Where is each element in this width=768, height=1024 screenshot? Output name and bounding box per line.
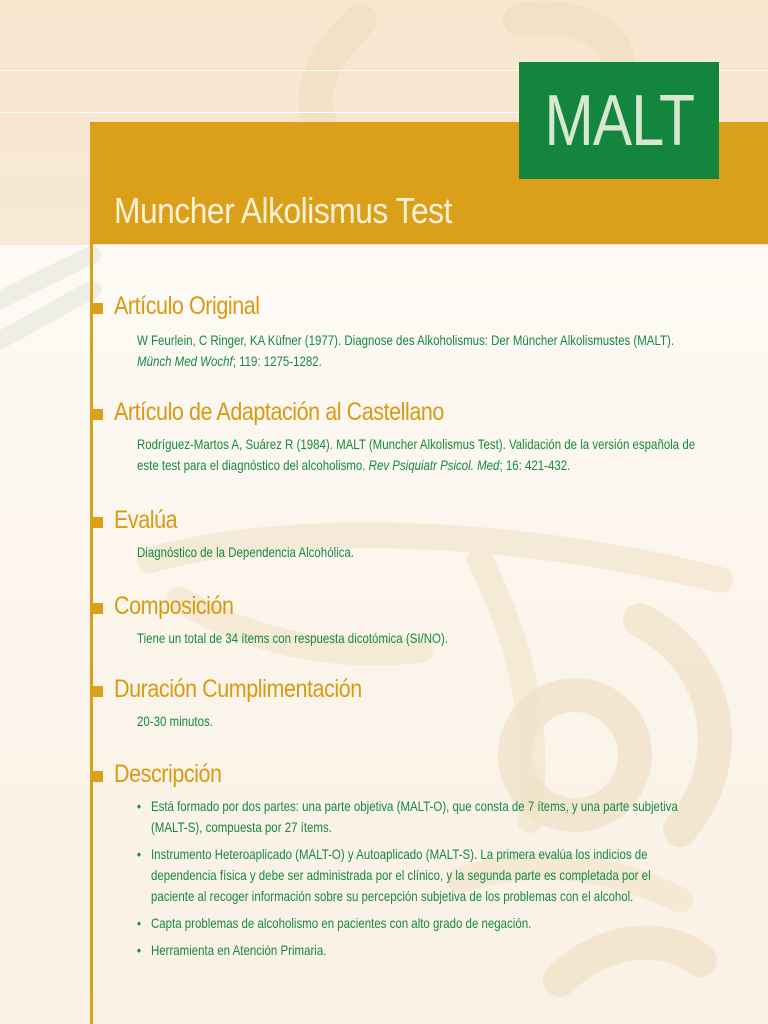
journal-name: Münch Med Wochf xyxy=(137,353,233,369)
square-bullet-icon xyxy=(92,603,103,614)
square-bullet-icon xyxy=(92,771,103,782)
square-bullet-icon xyxy=(92,303,103,314)
section-heading: Descripción xyxy=(114,760,222,788)
section-text: Tiene un total de 34 ítems con respuesta dicotómica (SI/NO). xyxy=(137,630,448,646)
section-heading: Artículo de Adaptación al Castellano xyxy=(114,398,444,426)
vertical-rule xyxy=(90,244,93,1024)
square-bullet-icon xyxy=(92,686,103,697)
citation-text: W Feurlein, C Ringer, KA Küfner (1977). Diagnose des Alkoholismus: Der Müncher Alkolismustes (MALT). xyxy=(137,332,675,348)
journal-name: Rev Psiquiatr Psicol. Med xyxy=(368,457,500,473)
section-heading: Duración Cumplimentación xyxy=(114,675,362,703)
section-heading: Evalúa xyxy=(114,506,178,534)
section-text: Diagnóstico de la Dependencia Alcohólica. xyxy=(137,544,354,560)
decorative-line xyxy=(0,112,520,113)
decorative-line xyxy=(300,298,768,299)
square-bullet-icon xyxy=(92,409,103,420)
section-list xyxy=(137,796,695,967)
section-text xyxy=(137,330,711,372)
citation-tail: ; 119: 1275-1282. xyxy=(232,353,322,369)
list-item: • Herramienta en Atención Primaria. xyxy=(137,940,695,961)
list-item: • Está formado por dos partes: una parte objetiva (MALT-O), que consta de 7 ítems, y una parte subjetiva (MALT-S), compuesta por 27 ítems. xyxy=(137,796,695,838)
list-item: • Instrumento Heteroaplicado (MALT-O) y Autoaplicado (MALT-S). La primera evalúa los indicios de dependencia física y debe ser administrada por el clínico, y la segunda parte es completada por el paciente al recoger información sobre su percepción subjetiva de los problemas con el alcohol. xyxy=(137,844,695,907)
acronym-badge xyxy=(519,62,719,179)
square-bullet-icon xyxy=(92,517,103,528)
citation-text: Rodríguez-Martos A, Suárez R (1984). MALT (Muncher Alkolismus Test). Validación de la versión española de este test para el diagnóstico del alcoholismo. xyxy=(137,436,696,473)
section-heading: Artículo Original xyxy=(114,292,260,320)
list-item: • Capta problemas de alcoholismo en pacientes con alto grado de negación. xyxy=(137,913,695,934)
page-title: Muncher Alkolismus Test xyxy=(114,190,452,231)
section-text xyxy=(137,434,711,476)
acronym-text: MALT xyxy=(544,80,694,161)
description-list xyxy=(137,796,695,961)
section-text: 20-30 minutos. xyxy=(137,713,213,729)
section-heading: Composición xyxy=(114,592,234,620)
citation-tail: ; 16: 421-432. xyxy=(499,457,571,473)
